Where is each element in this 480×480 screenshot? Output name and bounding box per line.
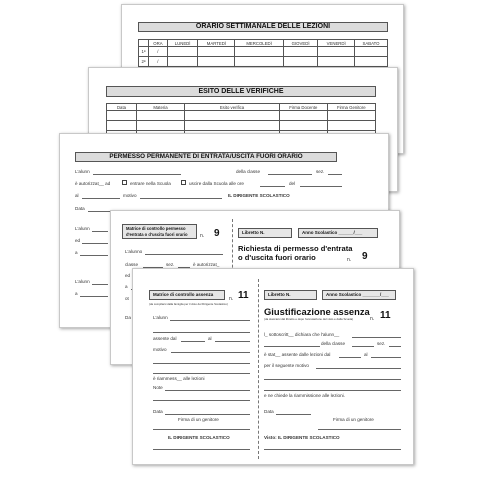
richiesta-partial: ot: [125, 296, 129, 301]
giust-note-line2: [153, 400, 250, 401]
richiesta-n-label-right: n.: [347, 257, 352, 263]
giust-matrice-sub: (da compilarsi dalla famiglia per il visto del Dirigente Scolastico): [149, 302, 228, 306]
giust-alunn-line: [170, 320, 250, 321]
esito-col: Data: [107, 104, 137, 111]
al-label: al: [75, 193, 79, 198]
giust-data-right-label: Data: [264, 409, 274, 414]
orario-row-label: 1ª: [139, 47, 149, 57]
richiesta-n-label: n.: [200, 233, 205, 239]
alunn-label: L'alunn: [75, 169, 90, 174]
giust-stat-label: è stat__ assente dalle lezioni dal: [264, 352, 331, 357]
partial-label: a: [75, 291, 78, 296]
giust-al-right-label: al: [364, 352, 368, 357]
richiesta-partial: a: [125, 284, 128, 289]
partial-line: [80, 296, 108, 297]
alunn-line: [93, 174, 181, 175]
classe-label: della classe: [236, 169, 261, 174]
giust-al-right-line: [371, 357, 401, 358]
giust-n-label: n.: [229, 296, 234, 302]
richiesta-partial: ed: [125, 273, 131, 278]
giust-n-label-right: n.: [370, 316, 375, 322]
giust-data-right-line: [276, 414, 311, 415]
giust-sottoscritt-line: [352, 337, 401, 338]
giust-assente-line: [181, 341, 205, 342]
motivo-label: motivo: [123, 193, 137, 198]
giust-motivo-line2: [153, 363, 250, 364]
giust-visto-label: Visto: IL DIRIGENTE SCOLASTICO: [264, 435, 340, 440]
giust-stat-line: [339, 357, 361, 358]
giust-sez-label: sez.: [377, 341, 386, 346]
giust-libretto: Libretto N.: [264, 290, 317, 300]
giust-firma-right-label: Firma di un genitore: [333, 417, 374, 422]
esito-col: Firma Docente: [280, 104, 328, 111]
richiesta-anno: Anno Scolastico ______/___: [298, 228, 378, 238]
orario-col: SABATO: [355, 40, 388, 47]
partial-line: [80, 255, 108, 256]
entrare-label: entrare nella Scuola: [130, 181, 171, 186]
partial-line: [82, 243, 108, 244]
richiesta-libretto: Libretto N.: [238, 228, 292, 238]
giust-motivo-label: motivo: [153, 347, 167, 352]
richiesta-title-line2: o d'uscita fuori orario: [238, 253, 316, 262]
giust-sez-line: [389, 346, 401, 347]
richiesta-alunno-label: L'alunno: [125, 249, 143, 254]
giust-chiede-label: e ne chiede la riammissione alle lezioni.: [264, 393, 345, 398]
al-line: [82, 198, 120, 199]
giust-data-label: Data: [153, 409, 163, 414]
giust-dirigente-line: [153, 449, 250, 450]
orario-col: [139, 40, 149, 47]
orario-title: ORARIO SETTIMANALE DELLE LEZIONI: [138, 22, 388, 32]
partial-label: ed: [75, 238, 81, 243]
esito-title: ESITO DELLE VERIFICHE: [106, 86, 376, 97]
partial-line: [92, 284, 108, 285]
giust-anno: Anno Scolastico _______/___: [322, 290, 396, 300]
giust-number: 11: [238, 290, 249, 301]
data-label: Data: [75, 206, 85, 211]
autorizzat-label: è autorizzat__ ad: [75, 181, 111, 186]
richiesta-classe-label: classe: [125, 262, 139, 267]
richiesta-alunno-line: [145, 254, 223, 255]
partial-line: [92, 231, 108, 232]
richiesta-number: 9: [214, 228, 220, 239]
giustificazione-sheet: [132, 268, 414, 465]
giust-assente-label: assente dal: [153, 336, 177, 341]
partial-label: L'alunn: [75, 279, 90, 284]
giust-visto-line: [264, 449, 401, 450]
giust-firma-right-line: [318, 429, 401, 430]
richiesta-partial: Da: [125, 315, 131, 320]
giust-number-right: 11: [380, 310, 391, 321]
motivo-line: [140, 198, 222, 199]
orario-col: LUNEDÌ: [167, 40, 198, 47]
richiesta-autorizzat-label: è autorizzat_: [193, 262, 220, 267]
esito-col: Firma Genitore: [327, 104, 375, 111]
giust-alunn-line2: [153, 332, 250, 333]
giust-al-label: al: [208, 336, 212, 341]
giust-data-line: [165, 414, 250, 415]
giust-title-sub: (da staccarsi dal libretto e dopo l'annotazione del visto e dalla Scuola): [264, 317, 354, 321]
classe-line: [268, 174, 312, 175]
giust-alunno-line: [264, 346, 320, 347]
richiesta-matrice: Matrice di controllo permesso d'entrata o d'uscita fuori orario: [122, 224, 197, 239]
giust-motivo-right-line: [316, 368, 401, 369]
partial-label: a: [75, 250, 78, 255]
richiesta-sez-label: sez.: [166, 262, 175, 267]
giust-note-label: Note: [153, 385, 163, 390]
giust-motivo-right-line3: [264, 390, 401, 391]
giust-matrice: Matrice di controllo assenza: [149, 290, 225, 300]
giust-note-line: [165, 390, 250, 391]
giust-motivo-right-line2: [264, 379, 401, 380]
giust-firma-line: [153, 429, 250, 430]
orario-col: MARTEDÌ: [198, 40, 235, 47]
giust-motivo-right-label: per il seguente motivo: [264, 363, 309, 368]
richiesta-number-right: 9: [362, 251, 368, 262]
uscire-checkbox[interactable]: [181, 180, 186, 185]
del-label: del: [289, 181, 296, 186]
giust-dirigente-label: IL DIRIGENTE SCOLASTICO: [168, 435, 230, 440]
orario-cell: /: [149, 57, 168, 67]
giust-al-line: [215, 341, 250, 342]
giust-separator: [258, 279, 259, 459]
orario-col: MERCOLEDÌ: [235, 40, 283, 47]
ore-line: [260, 186, 285, 187]
esito-col: Materia: [137, 104, 185, 111]
giust-classe-label: della classe: [321, 341, 346, 346]
giust-firma-label: Firma di un genitore: [178, 417, 219, 422]
giust-motivo-line3: [153, 373, 250, 374]
richiesta-title-line1: Richiesta di permesso d'entrata: [238, 244, 353, 253]
sez-label: sez.: [316, 169, 325, 174]
orario-col: GIOVEDÌ: [283, 40, 318, 47]
entrare-checkbox[interactable]: [122, 180, 127, 185]
giust-alunn-label: L'alunn: [153, 315, 168, 320]
orario-cell: /: [149, 47, 168, 57]
partial-label: L'alunn: [75, 226, 90, 231]
dirigente-label: IL DIRIGENTE SCOLASTICO: [228, 193, 290, 198]
orario-col: VENERDÌ: [318, 40, 355, 47]
giust-classe-line: [352, 346, 374, 347]
giust-sottoscritt-label: l_ sottoscritt__ dichiara che l'alunn__: [264, 332, 340, 337]
orario-col: ORA: [149, 40, 168, 47]
orario-row-label: 2ª: [139, 57, 149, 67]
sez-line: [328, 174, 342, 175]
del-line: [300, 186, 342, 187]
esito-col: Esito verifica: [185, 104, 280, 111]
giust-riammess-label: è riammess__ alle lezioni: [153, 376, 205, 381]
uscire-label: uscire dalla Scuola alle ore: [189, 181, 244, 186]
permesso-title: PERMESSO PERMANENTE DI ENTRATA/USCITA FUORI ORARIO: [75, 152, 337, 162]
giust-title: Giustificazione assenza: [264, 306, 370, 317]
giust-motivo-line: [171, 352, 250, 353]
